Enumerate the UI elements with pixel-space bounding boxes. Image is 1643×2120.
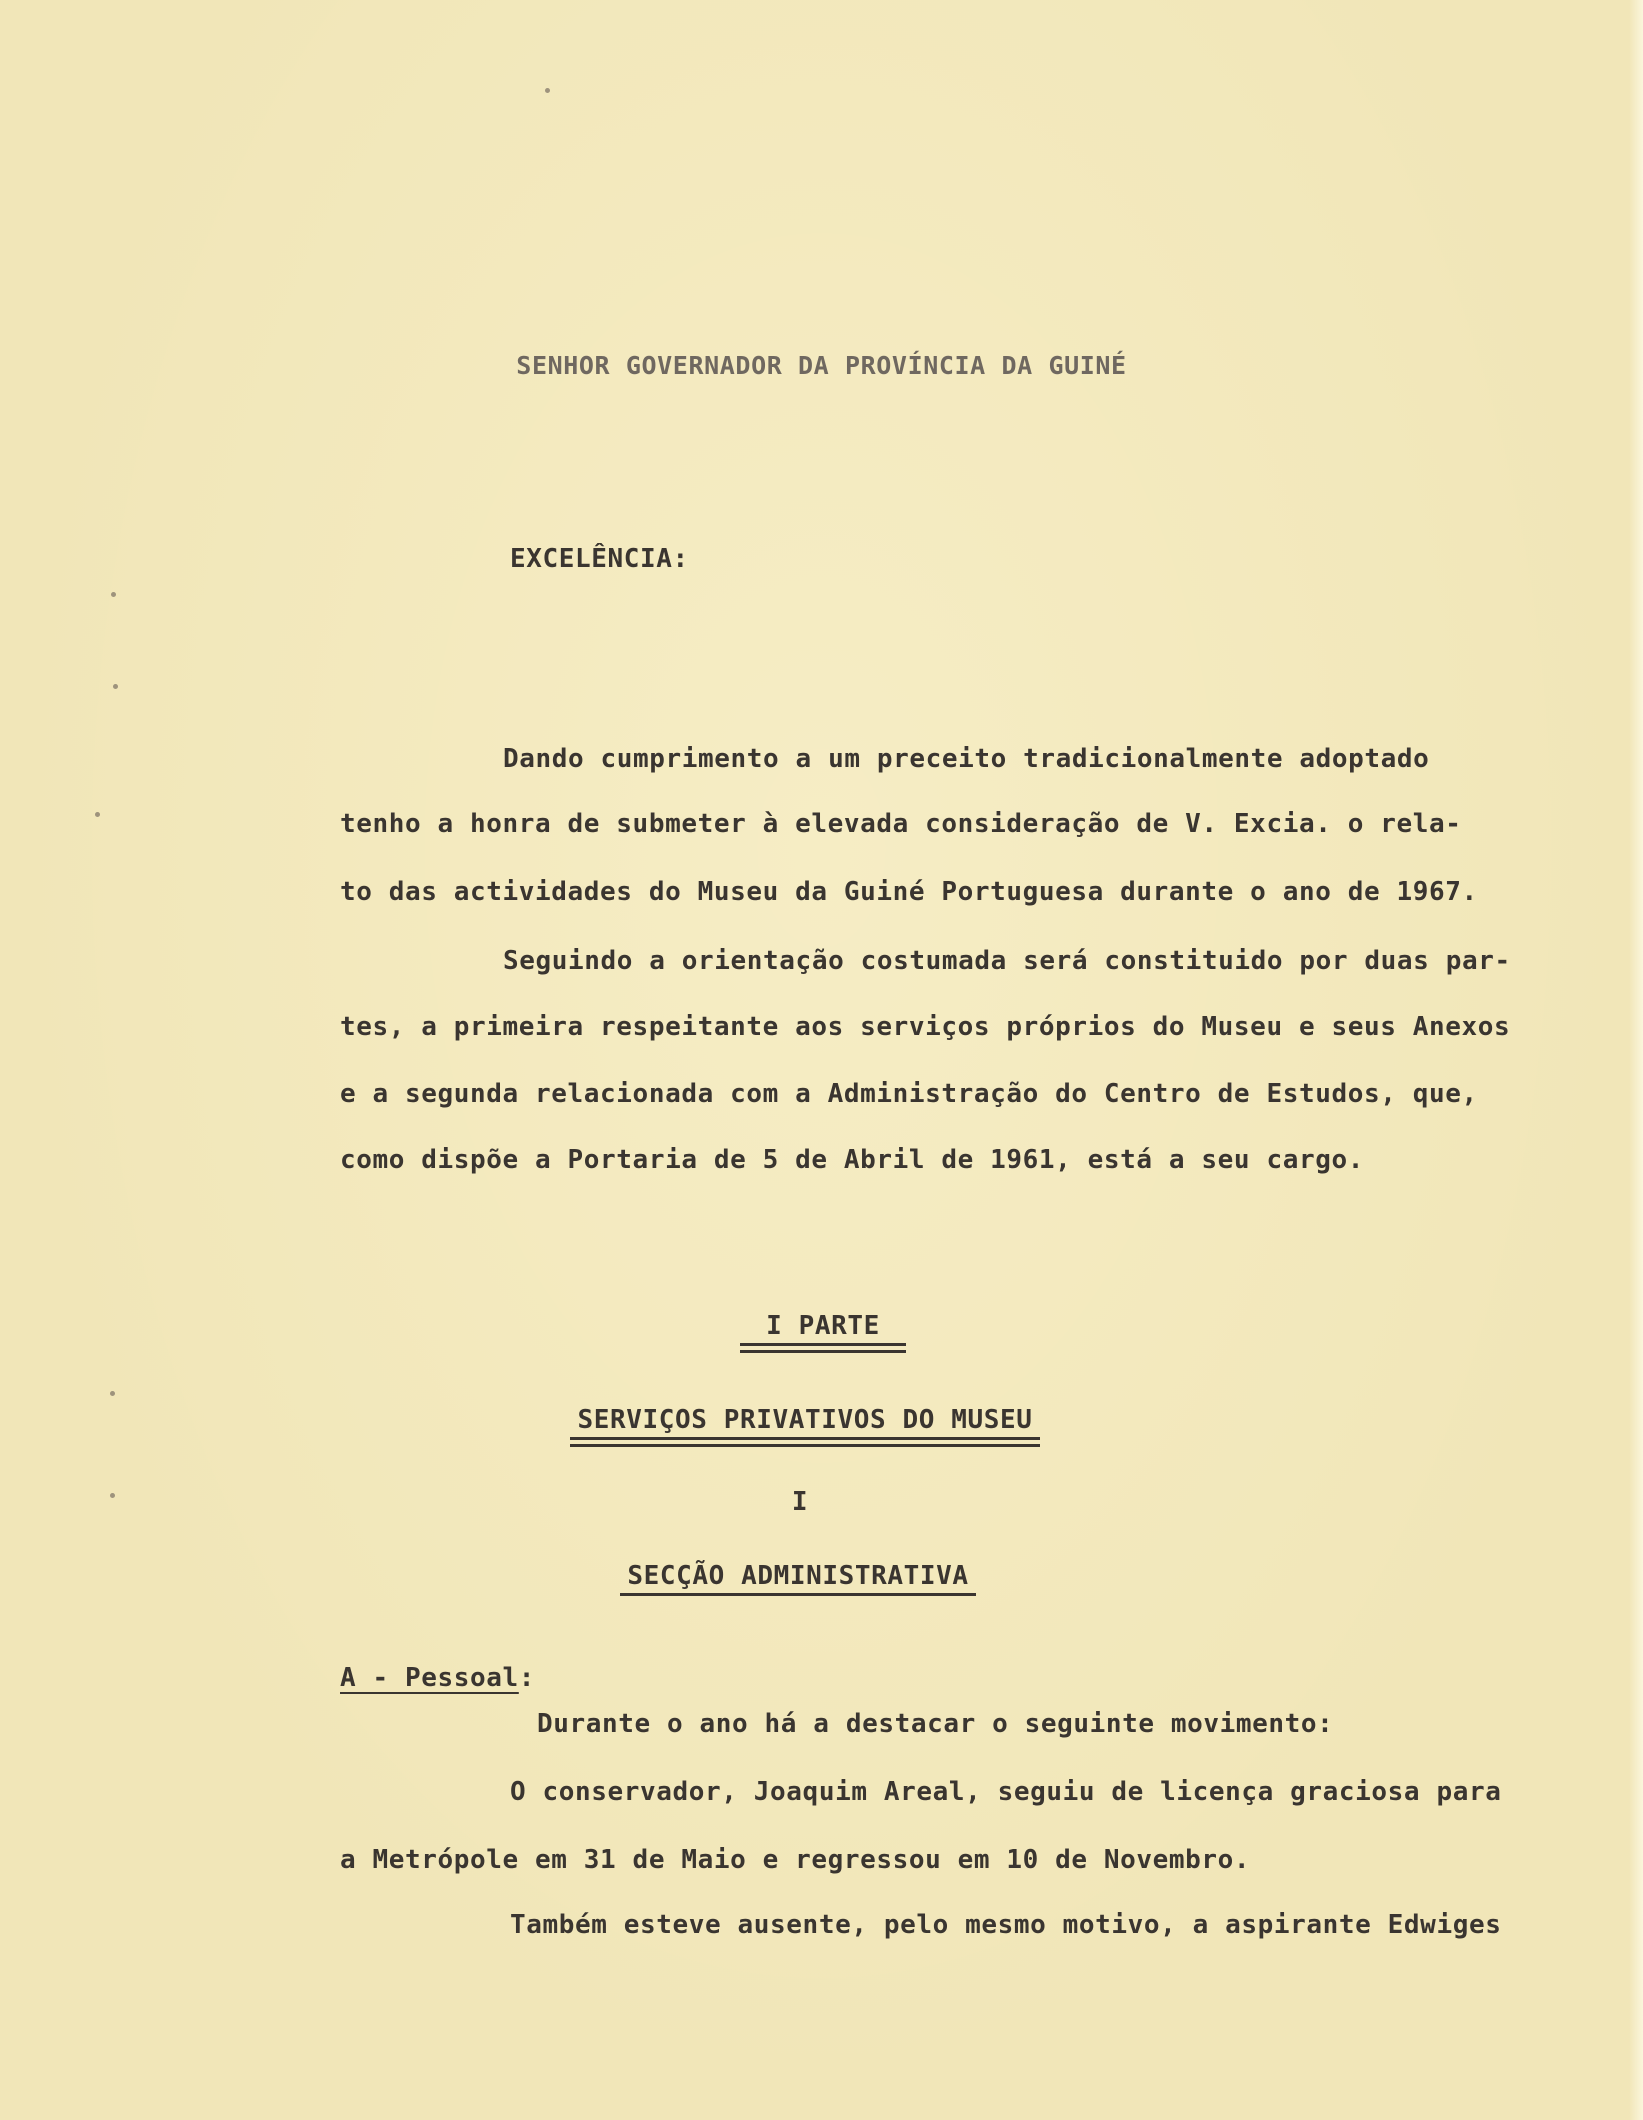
margin-mark — [110, 1493, 115, 1498]
section-number: I — [791, 1487, 809, 1517]
paragraph-line: Dando cumprimento a um preceito tradicionalmente adoptado — [503, 744, 1430, 774]
subsection-heading — [340, 1662, 535, 1694]
margin-mark — [110, 1391, 115, 1396]
addressee: SENHOR GOVERNADOR DA PROVÍNCIA DA GUINÉ — [516, 351, 1127, 380]
margin-mark — [111, 592, 116, 597]
paragraph-line: tenho a honra de submeter à elevada consideração de V. Excia. o rela- — [340, 809, 1462, 839]
subsection-label: A - Pessoal — [340, 1663, 519, 1693]
paragraph-line: como dispõe a Portaria de 5 de Abril de 1961, está a seu cargo. — [340, 1145, 1364, 1175]
body-line: Durante o ano há a destacar o seguinte movimento: — [537, 1709, 1334, 1739]
salutation: EXCELÊNCIA: — [510, 544, 689, 574]
margin-mark — [545, 88, 550, 93]
body-line: O conservador, Joaquim Areal, seguiu de licença graciosa para — [510, 1777, 1502, 1807]
margin-mark — [113, 684, 118, 689]
section-title-underline — [620, 1593, 976, 1596]
part-subtitle-underline — [570, 1444, 1040, 1447]
paragraph-line: Seguindo a orientação costumada será constituido por duas par- — [503, 946, 1511, 976]
part-subtitle-underline — [570, 1437, 1040, 1440]
body-line: Também esteve ausente, pelo mesmo motivo, a aspirante Edwiges — [510, 1910, 1502, 1940]
part-title-underline — [740, 1343, 906, 1346]
paragraph-line: e a segunda relacionada com a Administração do Centro de Estudos, que, — [340, 1079, 1478, 1109]
part-title-underline — [740, 1350, 906, 1353]
section-title: SECÇÃO ADMINISTRATIVA — [627, 1561, 969, 1591]
subsection-colon: : — [518, 1663, 536, 1693]
paragraph-line: tes, a primeira respeitante aos serviços próprios do Museu e seus Anexos — [340, 1012, 1511, 1042]
margin-mark — [95, 812, 100, 817]
part-title: I PARTE — [766, 1311, 880, 1341]
page-edge — [1629, 0, 1643, 2120]
part-subtitle: SERVIÇOS PRIVATIVOS DO MUSEU — [577, 1405, 1033, 1435]
paragraph-line: to das actividades do Museu da Guiné Portuguesa durante o ano de 1967. — [340, 877, 1478, 907]
body-line: a Metrópole em 31 de Maio e regressou em 10 de Novembro. — [340, 1845, 1251, 1875]
